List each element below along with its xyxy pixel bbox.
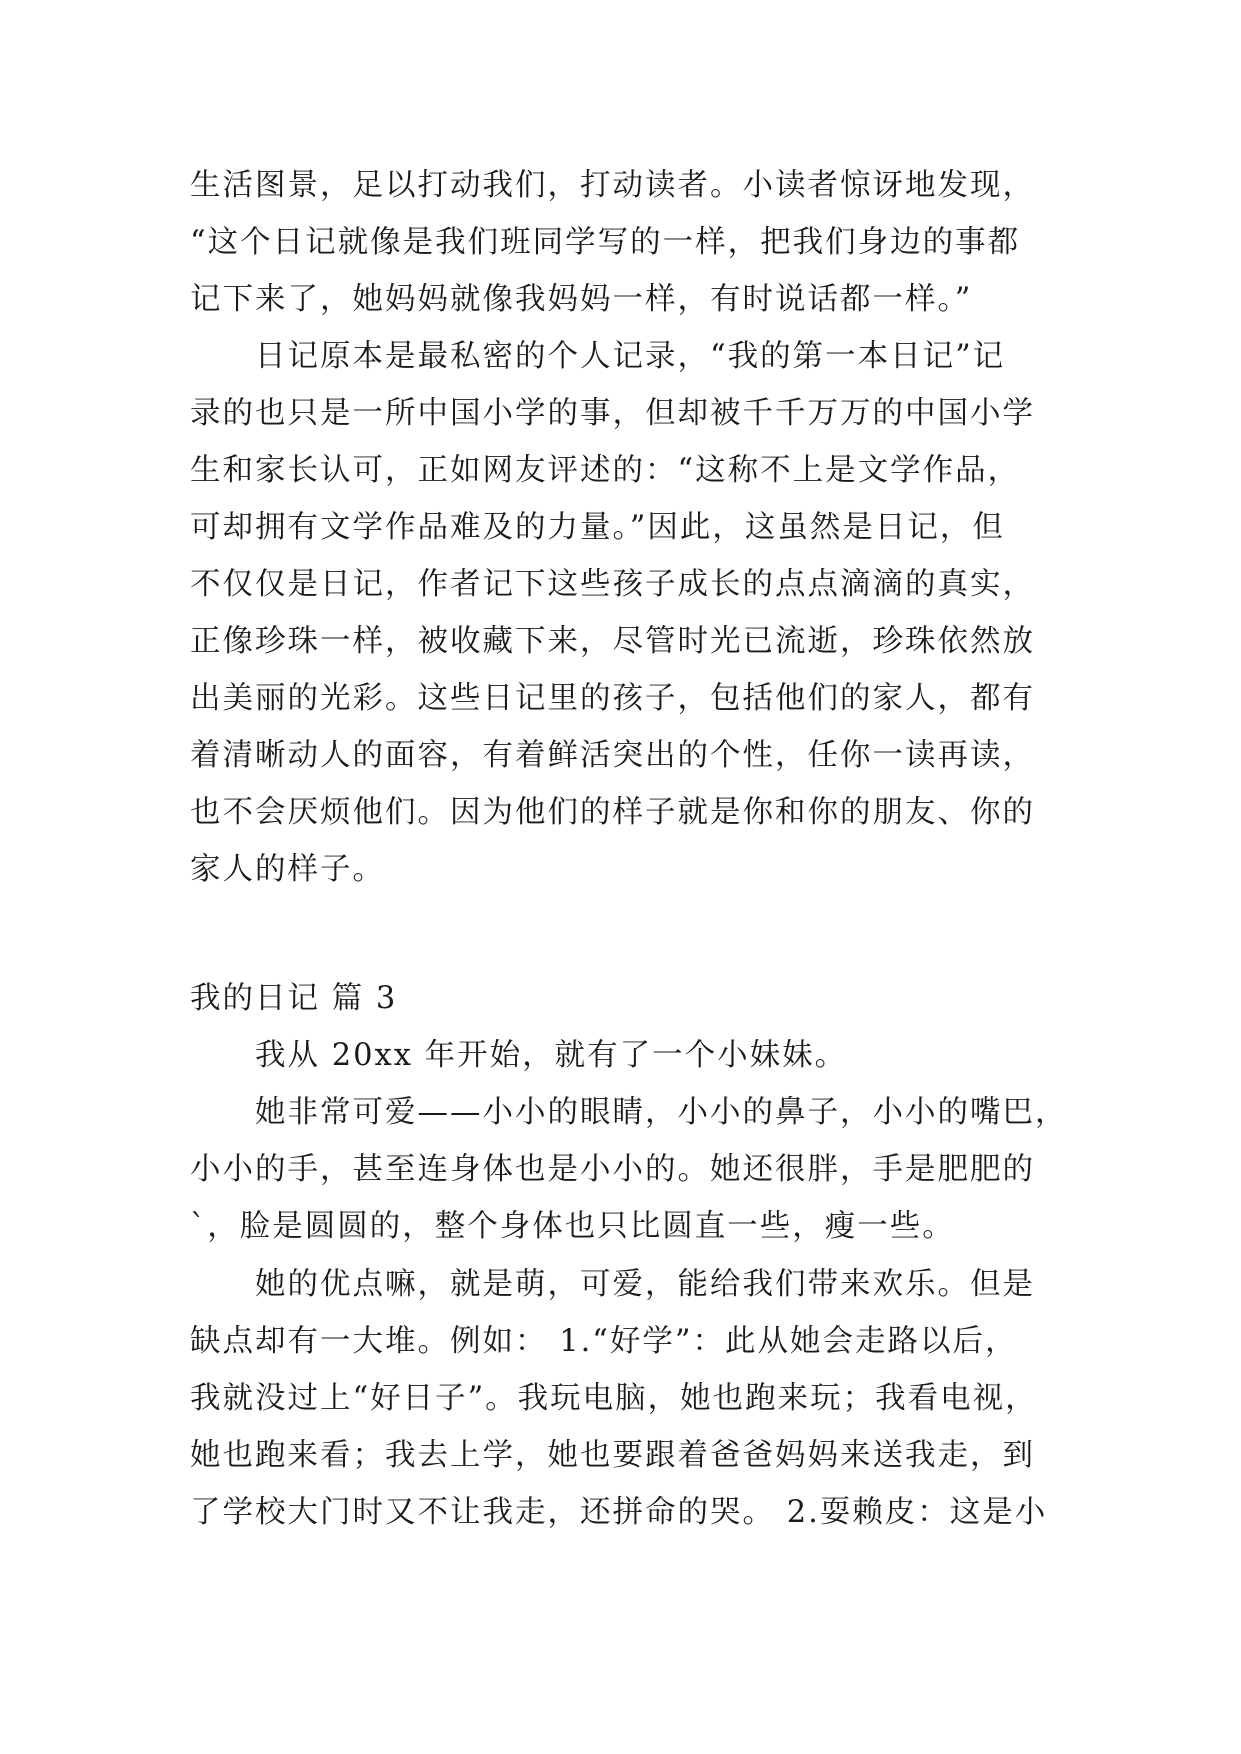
text-line: 了学校大门时又不让我走，还拼命的哭。 2.耍赖皮：这是小 [190,1495,1048,1530]
text-line: “这个日记就像是我们班同学写的一样，把我们身边的事都 [190,225,1021,260]
text-line: 不仅仅是日记，作者记下这些孩子成长的点点滴滴的真实， [190,567,1035,602]
text-line: 她也跑来看；我去上学，她也要跟着爸爸妈妈来送我走，到 [190,1438,1035,1473]
text-line: 正像珍珠一样，被收藏下来，尽管时光已流逝，珍珠依然放 [190,624,1035,659]
text-line: 日记原本是最私密的个人记录，“我的第一本日记”记 [255,339,1006,374]
section-heading: 我的日记 篇 3 [190,981,398,1016]
text-line: 缺点却有一大堆。例如： 1.“好学”：此从她会走路以后， [190,1324,1018,1359]
text-line: 她的优点嘛，就是萌，可爱，能给我们带来欢乐。但是 [255,1267,1035,1302]
text-line: 生和家长认可，正如网友评述的：“这称不上是文学作品， [190,453,1021,488]
text-line: 录的也只是一所中国小学的事，但却被千千万万的中国小学 [190,396,1035,431]
text-line: 可却拥有文学作品难及的力量。”因此，这虽然是日记，但 [190,510,1005,545]
text-line: 小小的手，甚至连身体也是小小的。她还很胖，手是肥肥的 [190,1152,1035,1187]
text-line: 也不会厌烦他们。因为他们的样子就是你和你的朋友、你的 [190,795,1035,830]
text-line: 我就没过上“好日子”。我玩电脑，她也跑来玩；我看电视， [190,1381,1038,1416]
text-line: 记下来了，她妈妈就像我妈妈一样，有时说话都一样。” [190,282,973,317]
text-line: `，脸是圆圆的，整个身体也只比圆直一些，瘦一些。 [190,1209,955,1244]
text-line: 家人的样子。 [190,852,385,887]
text-line: 着清晰动人的面容，有着鲜活突出的个性，任你一读再读， [190,738,1035,773]
text-line: 我从 20xx 年开始，就有了一个小妹妹。 [255,1038,848,1073]
text-line: 生活图景，足以打动我们，打动读者。小读者惊讶地发现， [190,168,1035,203]
text-line: 出美丽的光彩。这些日记里的孩子，包括他们的家人，都有 [190,681,1035,716]
text-line: 她非常可爱——小小的眼睛，小小的鼻子，小小的嘴巴， [255,1095,1068,1130]
